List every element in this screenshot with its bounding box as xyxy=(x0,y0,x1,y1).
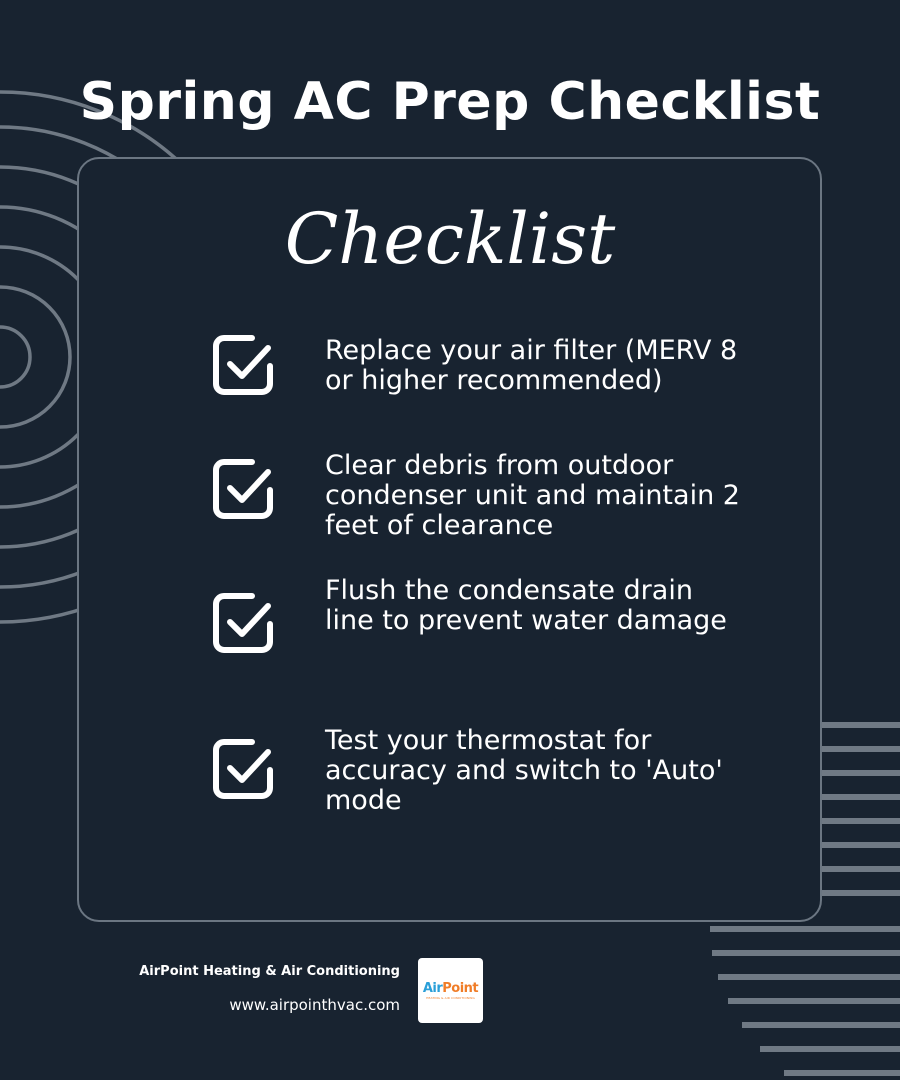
page-title: Spring AC Prep Checklist xyxy=(79,72,821,132)
checkbox-checked-icon xyxy=(212,738,274,800)
checkbox-checked-icon xyxy=(212,592,274,654)
checkbox-checked-icon xyxy=(212,334,274,396)
checkbox-checked-icon xyxy=(212,458,274,520)
logo-word-air: Air xyxy=(422,980,443,996)
logo-word-point: Point xyxy=(442,980,479,996)
checklist-heading: Checklist xyxy=(284,198,616,280)
logo-tagline: HEATING & AIR CONDITIONING xyxy=(426,995,475,1000)
checklist-item-text: Flush the condensate drain line to prevent water damage xyxy=(325,575,727,636)
checklist-item-text: Replace your air filter (MERV 8 or higher recommended) xyxy=(325,335,738,396)
company-logo xyxy=(418,958,483,1023)
checklist-item-text: Clear debris from outdoor condenser unit and maintain 2 feet of clearance xyxy=(325,450,740,541)
checklist-item-text: Test your thermostat for accuracy and switch to 'Auto' mode xyxy=(325,725,723,816)
website-link[interactable]: www.airpointhvac.com xyxy=(229,996,400,1014)
company-name: AirPoint Heating & Air Conditioning xyxy=(139,964,400,979)
